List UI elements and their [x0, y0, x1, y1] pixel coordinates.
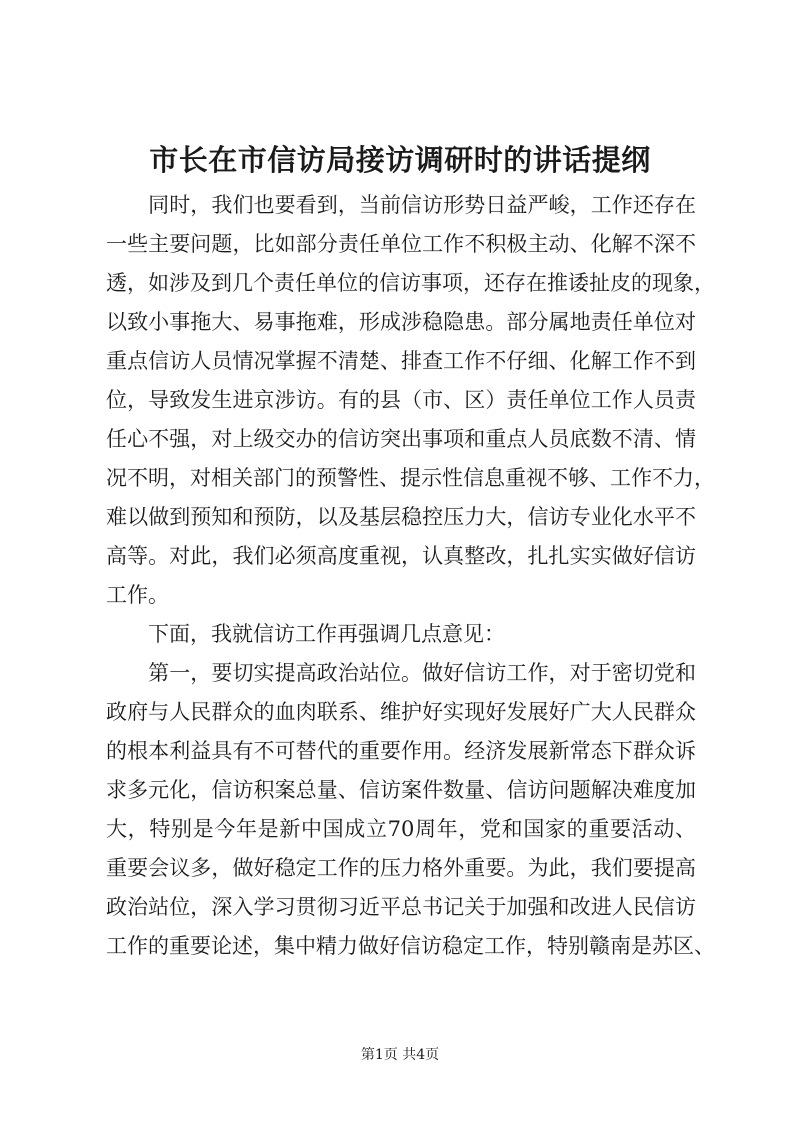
paragraph-line: 重点信访人员情况掌握不清楚、排查工作不仔细、化解工作不到 — [106, 349, 696, 373]
paragraph-line: 高等。对此，我们必须高度重视，认真整改，扎扎实实做好信访 — [106, 544, 696, 568]
paragraph-line: 难以做到预知和预防，以及基层稳控压力大，信访专业化水平不 — [106, 505, 696, 529]
paragraph-line: 一些主要问题，比如部分责任单位工作不积极主动、化解不深不 — [106, 232, 696, 256]
paragraph-line: 位，导致发生进京涉访。有的县（市、区）责任单位工作人员责 — [106, 388, 696, 412]
paragraph-line: 政治站位，深入学习贯彻习近平总书记关于加强和改进人民信访 — [106, 895, 696, 919]
page-footer: 第1页 共4页 — [360, 1047, 440, 1063]
paragraph-line: 大，特别是今年是新中国成立70周年，党和国家的重要活动、 — [106, 817, 696, 841]
paragraph-line: 第一，要切实提高政治站位。做好信访工作，对于密切党和 — [106, 661, 696, 685]
paragraph-line: 求多元化，信访积案总量、信访案件数量、信访问题解决难度加 — [106, 778, 696, 802]
paragraph-line: 的根本利益具有不可替代的重要作用。经济发展新常态下群众诉 — [106, 739, 696, 763]
document-title: 市长在市信访局接访调研时的讲话提纲 — [149, 143, 651, 177]
paragraph-line: 任心不强，对上级交办的信访突出事项和重点人员底数不清、情 — [106, 427, 696, 451]
paragraph-line: 工作。 — [106, 583, 169, 607]
paragraph-line: 工作的重要论述，集中精力做好信访稳定工作，特别赣南是苏区、 — [106, 934, 715, 958]
paragraph-line: 同时，我们也要看到，当前信访形势日益严峻，工作还存在 — [106, 193, 696, 217]
paragraph-line: 透，如涉及到几个责任单位的信访事项，还存在推诿扯皮的现象， — [106, 271, 715, 295]
paragraph-line: 下面，我就信访工作再强调几点意见： — [106, 622, 505, 646]
paragraph-line: 以致小事拖大、易事拖难，形成涉稳隐患。部分属地责任单位对 — [106, 310, 696, 334]
paragraph-line: 况不明，对相关部门的预警性、提示性信息重视不够、工作不力， — [106, 466, 715, 490]
paragraph-line: 重要会议多，做好稳定工作的压力格外重要。为此，我们要提高 — [106, 856, 696, 880]
paragraph-line: 政府与人民群众的血肉联系、维护好实现好发展好广大人民群众 — [106, 700, 696, 724]
